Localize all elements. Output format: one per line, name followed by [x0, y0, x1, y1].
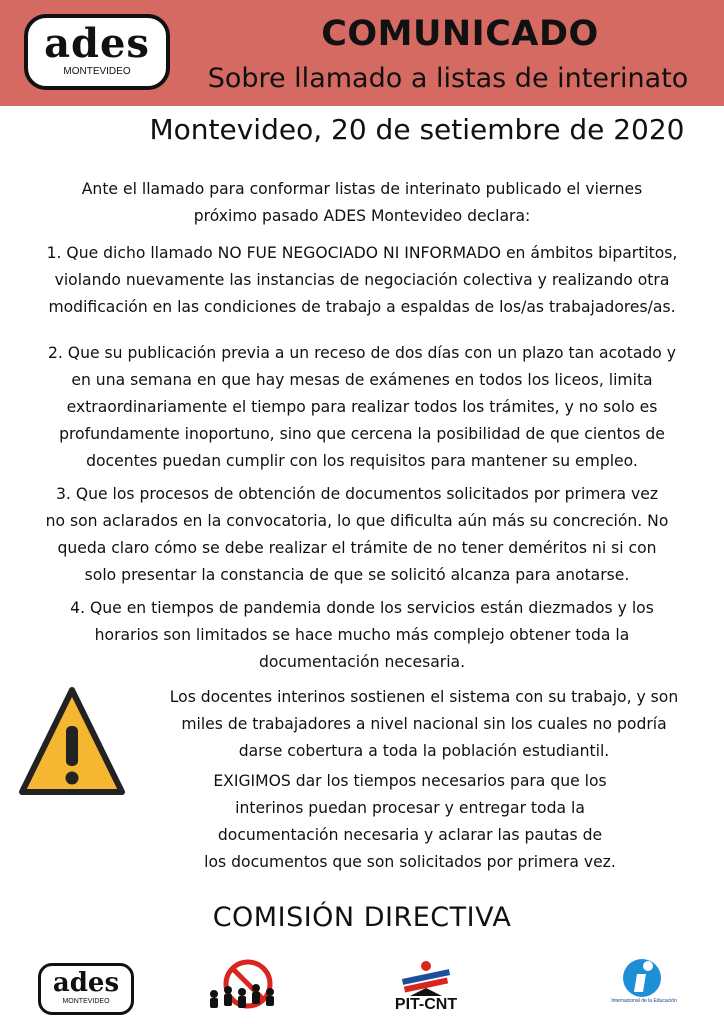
point-4 — [0, 595, 724, 676]
text-line: 2. Que su publicación previa a un receso de dos días con un plazo tan acotado y — [47, 344, 677, 362]
ades-footer-logo-sub: MONTEVIDEO — [62, 998, 110, 1005]
ades-logo-sub: MONTEVIDEO — [63, 66, 131, 77]
pit-cnt-label: PIT-CNT — [394, 996, 458, 1013]
text-line: 3. Que los procesos de obtención de documentos solicitados por primera vez — [55, 485, 659, 503]
text-line: violando nuevamente las instancias de negociación colectiva y realizando otra — [54, 271, 670, 289]
point-2 — [0, 340, 724, 475]
page-subtitle: Sobre llamado a listas de interinato — [207, 63, 689, 94]
point-1 — [0, 240, 724, 321]
text-line: miles de trabajadores a nivel nacional sin los cuales no podría — [181, 715, 667, 733]
text-line: Ante el llamado para conformar listas de interinato publicado el viernes — [81, 180, 643, 198]
text-line: no son aclarados en la convocatoria, lo que dificulta aún más su concreción. No — [45, 512, 669, 530]
text-line: queda claro cómo se debe realizar el trámite de no tener deméritos ni si con — [57, 539, 657, 557]
text-line: profundamente inoportuno, sino que cercena la posibilidad de que cientos de — [59, 425, 665, 443]
ades-footer-logo-word: ades — [52, 968, 120, 998]
point-3 — [0, 481, 714, 589]
ades-logo — [24, 14, 170, 90]
education-international-logo-icon — [612, 956, 672, 998]
date-line: Montevideo, 20 de setiembre de 2020 — [149, 113, 685, 146]
text-line: 4. Que en tiempos de pandemia donde los servicios están diezmados y los — [70, 599, 654, 617]
text-line: modificación en las condiciones de trabajo a espaldas de los/as trabajadores/as. — [48, 298, 676, 316]
education-international-label: Internacional de la Educación — [611, 998, 677, 1004]
text-line: extraordinariamente el tiempo para realizar todos los trámites, y no solo es — [66, 398, 658, 416]
ades-footer-logo — [38, 963, 134, 1015]
signature: COMISIÓN DIRECTIVA — [212, 902, 512, 933]
warning-paragraph — [124, 684, 724, 765]
text-line: próximo pasado ADES Montevideo declara: — [193, 207, 531, 225]
text-line: darse cobertura a toda la población estudiantil. — [238, 742, 610, 760]
intro-paragraph — [0, 176, 724, 230]
text-line: solo presentar la constancia de que se solicitó alcanza para anotarse. — [84, 566, 630, 584]
text-line: docentes puedan cumplir con los requisitos para mantener su empleo. — [86, 452, 638, 470]
page-title: COMUNICADO — [321, 14, 599, 54]
text-line: documentación necesaria. — [258, 653, 466, 671]
ades-logo-word: ades — [44, 20, 150, 67]
prohibition-sign-icon — [204, 958, 286, 1014]
text-line: documentación necesaria y aclarar las pautas de — [217, 826, 603, 844]
text-line: 1. Que dicho llamado NO FUE NEGOCIADO NI INFORMADO en ámbitos bipartitos, — [46, 244, 678, 262]
demand-paragraph — [100, 768, 720, 876]
text-line: en una semana en que hay mesas de exámenes en todos los liceos, limita — [71, 371, 653, 389]
text-line: Los docentes interinos sostienen el sistema con su trabajo, y son — [169, 688, 679, 706]
text-line: interinos puedan procesar y entregar toda la — [235, 799, 585, 817]
text-line: los documentos que son solicitados por primera vez. — [204, 853, 616, 871]
text-line: EXIGIMOS dar los tiempos necesarios para que los — [213, 772, 607, 790]
text-line: horarios son limitados se hace mucho más complejo obtener toda la — [94, 626, 630, 644]
header-banner — [0, 0, 724, 106]
